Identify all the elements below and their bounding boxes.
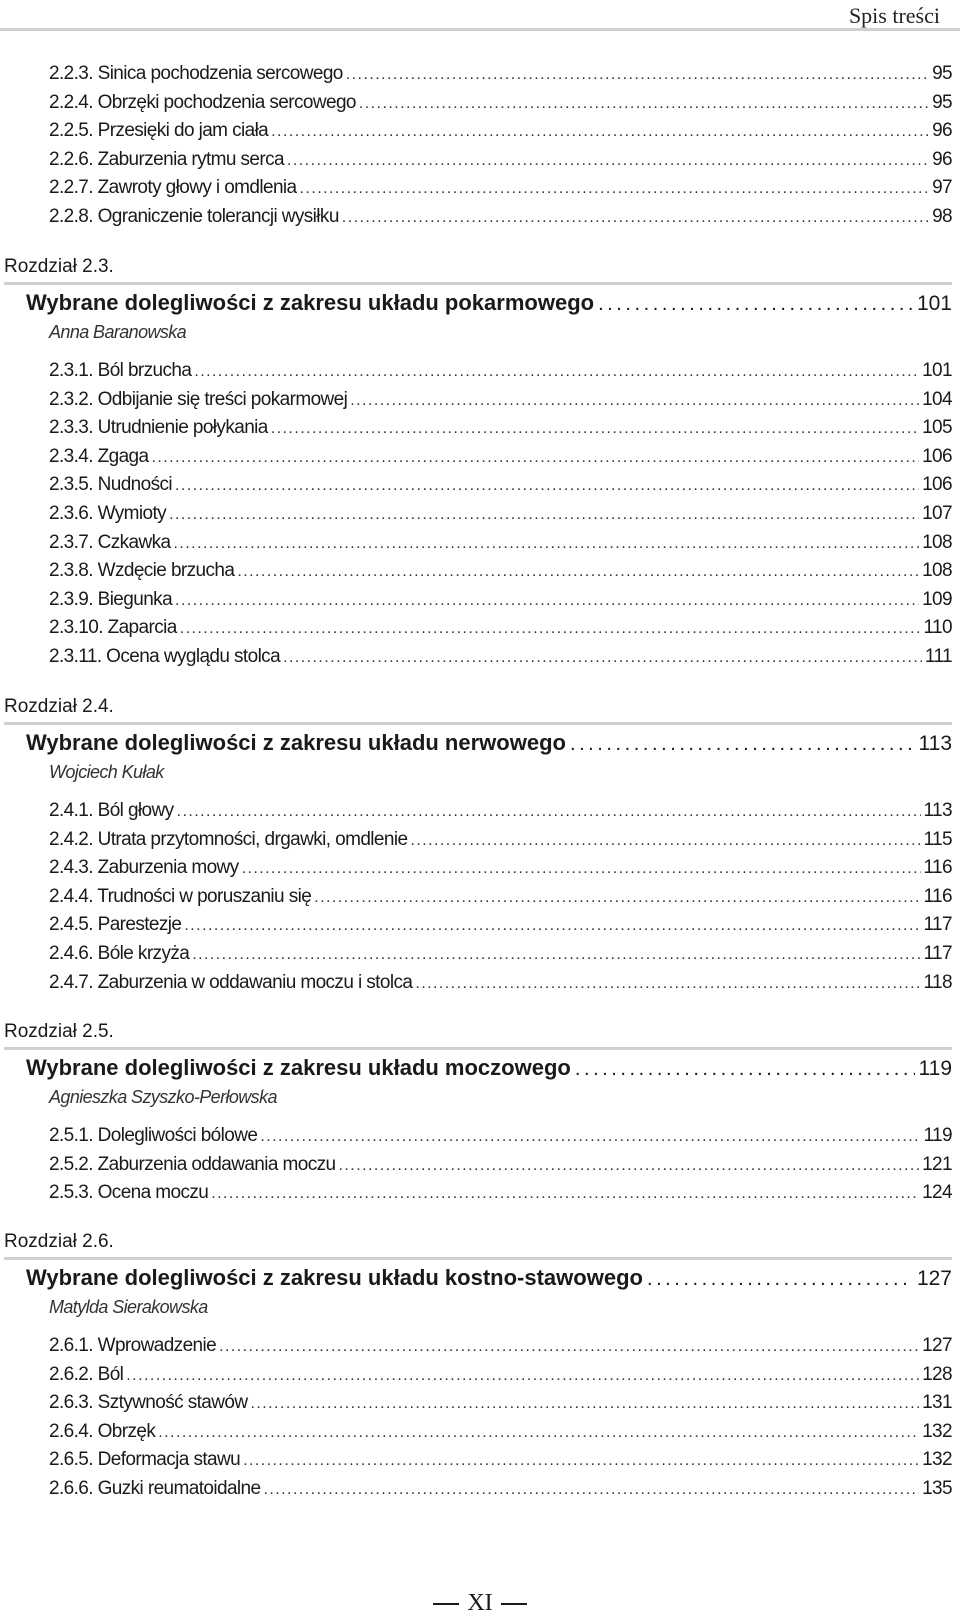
toc-entry-page: 108 bbox=[922, 560, 952, 582]
toc-entry-page: 97 bbox=[932, 177, 952, 199]
toc-entry[interactable] bbox=[49, 853, 952, 882]
toc-entry[interactable] bbox=[49, 968, 952, 997]
chapter-title: Wybrane dolegliwości z zakresu układu pokarmowego bbox=[26, 290, 595, 315]
toc-entry-label: 2.3.1. Ból brzucha bbox=[49, 360, 192, 381]
toc-entry-label: 2.4.5. Parestezje bbox=[49, 914, 182, 936]
toc-entry-label: 2.6.1. Wprowadzenie bbox=[49, 1335, 217, 1356]
toc-entry-page: 98 bbox=[932, 206, 952, 227]
toc-entry[interactable] bbox=[49, 499, 952, 528]
toc-entry-page: 104 bbox=[922, 388, 952, 410]
toc-entry-page: 115 bbox=[923, 828, 952, 850]
toc-entry[interactable] bbox=[49, 825, 952, 854]
toc-dot-leader bbox=[174, 529, 920, 558]
toc-entry-page: 116 bbox=[923, 857, 952, 879]
toc-entry-page: 132 bbox=[922, 1449, 952, 1471]
toc-entry[interactable] bbox=[49, 796, 952, 825]
toc-entry-label: 2.5.1. Dolegliwości bólowe bbox=[49, 1125, 258, 1146]
toc-entry-page: 106 bbox=[922, 474, 952, 496]
toc-dot-leader bbox=[243, 1446, 919, 1475]
chapter-rule bbox=[4, 1047, 952, 1050]
toc-entry[interactable] bbox=[49, 470, 952, 499]
toc-entry[interactable] bbox=[49, 613, 952, 642]
toc-entry[interactable] bbox=[49, 882, 952, 911]
toc-entry-page: 121 bbox=[922, 1153, 952, 1175]
page-header bbox=[0, 0, 960, 40]
toc-entry[interactable] bbox=[49, 173, 952, 202]
toc-dot-leader bbox=[211, 1179, 919, 1208]
toc-dot-leader bbox=[180, 614, 921, 643]
chapter-title: Wybrane dolegliwości z zakresu układu moczowego bbox=[26, 1055, 571, 1080]
toc-entry-label: 2.2.3. Sinica pochodzenia sercowego bbox=[49, 63, 343, 84]
toc-entry-label: 2.4.7. Zaburzenia w oddawaniu moczu i stolca bbox=[49, 971, 413, 993]
toc-entry-label: 2.4.1. Ból głowy bbox=[49, 800, 174, 821]
toc-entry-label: 2.5.3. Ocena moczu bbox=[49, 1182, 209, 1204]
toc-entry-page: 119 bbox=[923, 1125, 952, 1146]
chapter-label: Rozdział 2.5. bbox=[4, 1021, 114, 1042]
toc-dot-leader bbox=[250, 1389, 919, 1418]
chapter-title-entry[interactable] bbox=[26, 1265, 952, 1295]
toc-entry[interactable] bbox=[49, 356, 952, 385]
page-footer bbox=[0, 1590, 960, 1617]
toc-entry-page: 96 bbox=[932, 148, 952, 170]
toc-entry[interactable] bbox=[49, 585, 952, 614]
toc-entry-page: 95 bbox=[932, 63, 952, 84]
toc-entry-page: 109 bbox=[922, 588, 952, 610]
toc-entry-label: 2.4.3. Zaburzenia mowy bbox=[49, 857, 239, 879]
toc-dot-leader bbox=[415, 969, 920, 998]
toc-entry-label: 2.6.2. Ból bbox=[49, 1363, 124, 1385]
toc-entry[interactable] bbox=[49, 910, 952, 939]
chapter-title-entry[interactable] bbox=[26, 730, 952, 760]
toc-entry-label: 2.3.5. Nudności bbox=[49, 474, 173, 496]
toc-entry-label: 2.6.5. Deformacja stawu bbox=[49, 1449, 241, 1471]
chapter-label: Rozdział 2.4. bbox=[4, 696, 114, 717]
toc-entry-page: 110 bbox=[923, 617, 952, 639]
chapter-author: Matylda Sierakowska bbox=[49, 1297, 208, 1317]
toc-entry-label: 2.6.3. Sztywność stawów bbox=[49, 1392, 248, 1414]
toc-entry-page: 95 bbox=[932, 91, 952, 113]
toc-entry[interactable] bbox=[49, 413, 952, 442]
toc-dot-leader bbox=[242, 854, 921, 883]
toc-entry[interactable] bbox=[49, 1445, 952, 1474]
toc-dot-leader bbox=[152, 443, 920, 472]
toc-entry[interactable] bbox=[49, 1388, 952, 1417]
toc-entry-page: 117 bbox=[923, 943, 952, 964]
toc-entry-label: 2.2.5. Przesięki do jam ciała bbox=[49, 120, 269, 142]
toc-dot-leader bbox=[237, 557, 919, 586]
chapter-title: Wybrane dolegliwości z zakresu układu kostno-stawowego bbox=[26, 1265, 643, 1290]
footer-dash-right bbox=[501, 1603, 527, 1605]
toc-entry-page: 107 bbox=[922, 503, 952, 524]
toc-dot-leader bbox=[350, 386, 919, 415]
chapter-author: Wojciech Kułak bbox=[49, 762, 164, 782]
toc-dot-leader bbox=[570, 733, 915, 756]
toc-entry[interactable] bbox=[49, 1474, 952, 1503]
footer-dash-left bbox=[433, 1603, 459, 1605]
chapter-title-entry[interactable] bbox=[26, 290, 952, 320]
toc-entry-label: 2.4.6. Bóle krzyża bbox=[49, 943, 190, 964]
toc-entry[interactable] bbox=[49, 556, 952, 585]
toc-dot-leader bbox=[271, 117, 929, 146]
toc-dot-leader bbox=[177, 797, 921, 826]
chapter-rule bbox=[4, 722, 952, 725]
toc-dot-leader bbox=[410, 826, 920, 855]
toc-dot-leader bbox=[271, 414, 919, 443]
toc-entry-page: 96 bbox=[932, 120, 952, 142]
toc-entry-label: 2.2.4. Obrzęki pochodzenia sercowego bbox=[49, 91, 356, 113]
toc-dot-leader bbox=[194, 357, 919, 386]
toc-entry-label: 2.3.10. Zaparcia bbox=[49, 617, 177, 639]
toc-entry-page: 128 bbox=[922, 1363, 952, 1385]
toc-entry[interactable] bbox=[49, 939, 952, 968]
toc-dot-leader bbox=[342, 203, 929, 232]
toc-dot-leader bbox=[287, 146, 929, 175]
toc-entry-label: 2.5.2. Zaburzenia oddawania moczu bbox=[49, 1153, 336, 1175]
chapter-author: Anna Baranowska bbox=[49, 322, 187, 342]
toc-entry-label: 2.3.2. Odbijanie się treści pokarmowej bbox=[49, 388, 348, 410]
toc-entry-label: 2.6.4. Obrzęk bbox=[49, 1420, 156, 1442]
chapter-rule bbox=[4, 282, 952, 285]
toc-dot-leader bbox=[184, 911, 920, 940]
toc-dot-leader bbox=[158, 1418, 919, 1447]
chapter-page: 113 bbox=[918, 732, 952, 755]
toc-dot-leader bbox=[300, 174, 930, 203]
toc-entry[interactable] bbox=[49, 145, 952, 174]
toc-entry-page: 108 bbox=[922, 531, 952, 553]
page-number: XI bbox=[467, 1590, 493, 1616]
toc-entry-page: 117 bbox=[923, 914, 952, 936]
toc-entry-page: 132 bbox=[922, 1420, 952, 1442]
toc-entry-label: 2.3.9. Biegunka bbox=[49, 588, 173, 610]
toc-entry-page: 106 bbox=[922, 445, 952, 467]
toc-dot-leader bbox=[175, 586, 919, 615]
toc-dot-leader bbox=[219, 1332, 919, 1361]
toc-entry-page: 118 bbox=[923, 971, 952, 993]
chapter-title-entry[interactable] bbox=[26, 1055, 952, 1085]
toc-entry-label: 2.3.11. Ocena wyglądu stolca bbox=[49, 646, 281, 667]
toc-entry[interactable] bbox=[49, 1360, 952, 1389]
toc-entry-page: 113 bbox=[923, 800, 952, 821]
toc-dot-leader bbox=[192, 940, 920, 969]
toc-entry-label: 2.4.4. Trudności w poruszaniu się bbox=[49, 885, 312, 907]
chapter-page: 119 bbox=[918, 1057, 952, 1080]
toc-entry[interactable] bbox=[49, 59, 952, 88]
toc-dot-leader bbox=[283, 643, 922, 672]
toc-entry[interactable] bbox=[49, 88, 952, 117]
toc-dot-leader bbox=[126, 1361, 919, 1390]
toc-entry[interactable] bbox=[49, 1417, 952, 1446]
toc-entry-page: 131 bbox=[922, 1392, 952, 1414]
toc-entry-page: 116 bbox=[923, 885, 952, 907]
toc-entry[interactable] bbox=[49, 528, 952, 557]
toc-entry-label: 2.4.2. Utrata przytomności, drgawki, omdlenie bbox=[49, 828, 408, 850]
toc-entry-page: 111 bbox=[924, 646, 952, 667]
toc-entry[interactable] bbox=[49, 1178, 952, 1207]
header-title: Spis treści bbox=[848, 3, 940, 28]
toc-entry-label: 2.2.8. Ograniczenie tolerancji wysiłku bbox=[49, 206, 339, 227]
chapter-page: 127 bbox=[916, 1267, 952, 1290]
toc-dot-leader bbox=[175, 471, 919, 500]
toc-entry[interactable] bbox=[49, 1331, 952, 1360]
chapter-label: Rozdział 2.3. bbox=[4, 256, 114, 277]
toc-entry-label: 2.6.6. Guzki reumatoidalne bbox=[49, 1478, 261, 1499]
toc-entry[interactable] bbox=[49, 442, 952, 471]
toc-entry-page: 135 bbox=[922, 1478, 952, 1499]
toc-dot-leader bbox=[339, 1151, 920, 1180]
toc-entry-label: 2.2.6. Zaburzenia rytmu serca bbox=[49, 148, 284, 170]
toc-dot-leader bbox=[346, 60, 929, 89]
toc-dot-leader bbox=[359, 89, 929, 118]
toc-entry-page: 127 bbox=[922, 1335, 952, 1356]
toc-dot-leader bbox=[598, 293, 913, 316]
chapter-label: Rozdział 2.6. bbox=[4, 1231, 114, 1252]
chapter-author: Agnieszka Szyszko-Perłowska bbox=[49, 1087, 277, 1107]
toc-entry[interactable] bbox=[49, 202, 952, 231]
toc-dot-leader bbox=[647, 1268, 913, 1291]
chapter-rule bbox=[4, 1257, 952, 1260]
toc-dot-leader bbox=[575, 1058, 915, 1081]
toc-entry[interactable] bbox=[49, 1150, 952, 1179]
toc-entry[interactable] bbox=[49, 1121, 952, 1150]
toc-entry-page: 105 bbox=[922, 417, 952, 439]
toc-entry-label: 2.2.7. Zawroty głowy i omdlenia bbox=[49, 177, 297, 199]
toc-entry-page: 124 bbox=[922, 1182, 952, 1204]
toc-dot-leader bbox=[169, 500, 919, 529]
toc-entry-label: 2.3.4. Zgaga bbox=[49, 445, 149, 467]
toc-entry[interactable] bbox=[49, 642, 952, 671]
toc-entry[interactable] bbox=[49, 385, 952, 414]
toc-entry-label: 2.3.6. Wymioty bbox=[49, 503, 167, 524]
toc-dot-leader bbox=[263, 1475, 919, 1504]
toc-dot-leader bbox=[314, 883, 920, 912]
chapter-title: Wybrane dolegliwości z zakresu układu nerwowego bbox=[26, 730, 566, 755]
toc-entry-label: 2.3.8. Wzdęcie brzucha bbox=[49, 560, 235, 582]
toc-entry-label: 2.3.7. Czkawka bbox=[49, 531, 171, 553]
header-rule bbox=[0, 28, 960, 31]
toc-entry-label: 2.3.3. Utrudnienie połykania bbox=[49, 417, 268, 439]
toc-entry-page: 101 bbox=[922, 360, 952, 381]
toc-entry[interactable] bbox=[49, 116, 952, 145]
toc-dot-leader bbox=[260, 1122, 920, 1151]
chapter-page: 101 bbox=[916, 292, 952, 315]
